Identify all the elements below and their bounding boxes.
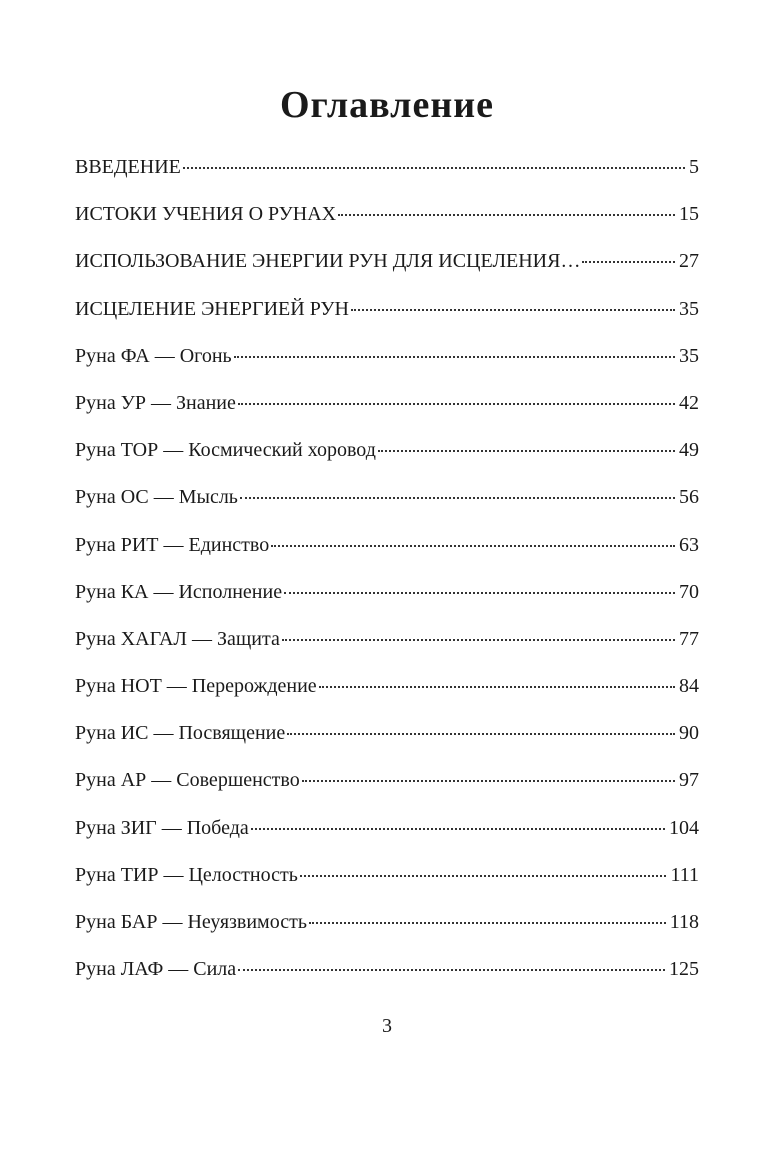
toc-entry-page: 104 — [669, 816, 699, 839]
table-of-contents — [75, 152, 699, 1001]
dot-leader — [378, 449, 675, 452]
toc-entry-label: ИСЦЕЛЕНИЕ ЭНЕРГИЕЙ РУН — [75, 297, 349, 320]
dot-leader — [300, 874, 667, 877]
dot-leader — [319, 685, 675, 688]
toc-entry — [75, 294, 699, 341]
toc-entry-label: Руна ТИР — Целостность — [75, 863, 298, 886]
dot-leader — [287, 732, 675, 735]
dot-leader — [582, 260, 675, 263]
dot-leader — [238, 968, 665, 971]
toc-entry-label: Руна ФА — Огонь — [75, 344, 232, 367]
toc-entry — [75, 813, 699, 860]
toc-entry-page: 56 — [679, 486, 699, 509]
toc-entry — [75, 577, 699, 624]
toc-entry — [75, 624, 699, 671]
toc-entry-page: 84 — [679, 675, 699, 698]
dot-leader — [351, 308, 675, 311]
toc-entry-page: 49 — [679, 439, 699, 462]
toc-entry — [75, 435, 699, 482]
toc-entry — [75, 246, 699, 293]
toc-entry-label: Руна РИТ — Единство — [75, 533, 270, 556]
page-title: Оглавление — [279, 84, 495, 126]
toc-entry-label: Руна КА — Исполнение — [75, 580, 283, 603]
dot-leader — [234, 355, 675, 358]
toc-entry-label: Руна ЗИГ — Победа — [75, 816, 249, 839]
dot-leader — [309, 921, 666, 924]
dot-leader — [284, 591, 675, 594]
toc-entry-page: 35 — [679, 344, 699, 367]
toc-entry-label: Руна УР — Знание — [75, 391, 236, 414]
toc-entry-page: 5 — [689, 156, 699, 178]
toc-entry-page: 111 — [670, 863, 699, 886]
dot-leader — [302, 779, 675, 782]
toc-entry — [75, 907, 699, 954]
toc-entry — [75, 482, 699, 529]
toc-entry-label: Руна ХАГАЛ — Защита — [75, 627, 280, 650]
toc-entry-page: 70 — [679, 580, 699, 603]
dot-leader — [240, 496, 675, 499]
toc-entry-page: 77 — [679, 627, 699, 650]
toc-entry — [75, 388, 699, 435]
toc-entry — [75, 341, 699, 388]
dot-leader — [238, 402, 675, 405]
toc-entry-label: Руна АР — Совершенство — [75, 769, 300, 792]
toc-entry — [75, 860, 699, 907]
toc-entry-label: ВВЕДЕНИЕ — [75, 156, 181, 178]
toc-entry-label: Руна ТОР — Космический хоровод — [75, 439, 376, 462]
toc-entry-page: 35 — [679, 297, 699, 320]
toc-entry — [75, 199, 699, 246]
toc-entry — [75, 954, 699, 1001]
toc-entry-label: ИСПОЛЬЗОВАНИЕ ЭНЕРГИИ РУН ДЛЯ ИСЦЕЛЕНИЯ… — [75, 250, 581, 273]
toc-entry-page: 42 — [679, 391, 699, 414]
dot-leader — [183, 166, 685, 169]
toc-entry-label: Руна ЛАФ — Сила — [75, 958, 237, 981]
toc-entry-page: 125 — [669, 958, 699, 981]
toc-entry — [75, 530, 699, 577]
toc-entry-page: 27 — [679, 250, 699, 273]
toc-entry-label: Руна НОТ — Перерождение — [75, 675, 317, 698]
toc-entry — [75, 765, 699, 812]
toc-entry — [75, 671, 699, 718]
toc-entry-page: 63 — [679, 533, 699, 556]
toc-entry-page: 97 — [679, 769, 699, 792]
toc-entry-label: ИСТОКИ УЧЕНИЯ О РУНАХ — [75, 203, 337, 226]
toc-entry-page: 118 — [669, 911, 699, 933]
dot-leader — [282, 638, 675, 641]
toc-entry-page: 90 — [679, 722, 699, 745]
toc-entry-page: 15 — [679, 203, 699, 226]
toc-entry — [75, 718, 699, 765]
toc-entry-label: Руна ОС — Мысль — [75, 486, 238, 509]
toc-entry-label: Руна БАР — Неуязвимость — [75, 911, 307, 933]
toc-entry-label: Руна ИС — Посвящение — [75, 722, 286, 745]
dot-leader — [271, 544, 675, 547]
dot-leader — [251, 827, 665, 830]
toc-entry — [75, 152, 699, 199]
page-number: 3 — [382, 1015, 392, 1037]
dot-leader — [338, 213, 675, 216]
